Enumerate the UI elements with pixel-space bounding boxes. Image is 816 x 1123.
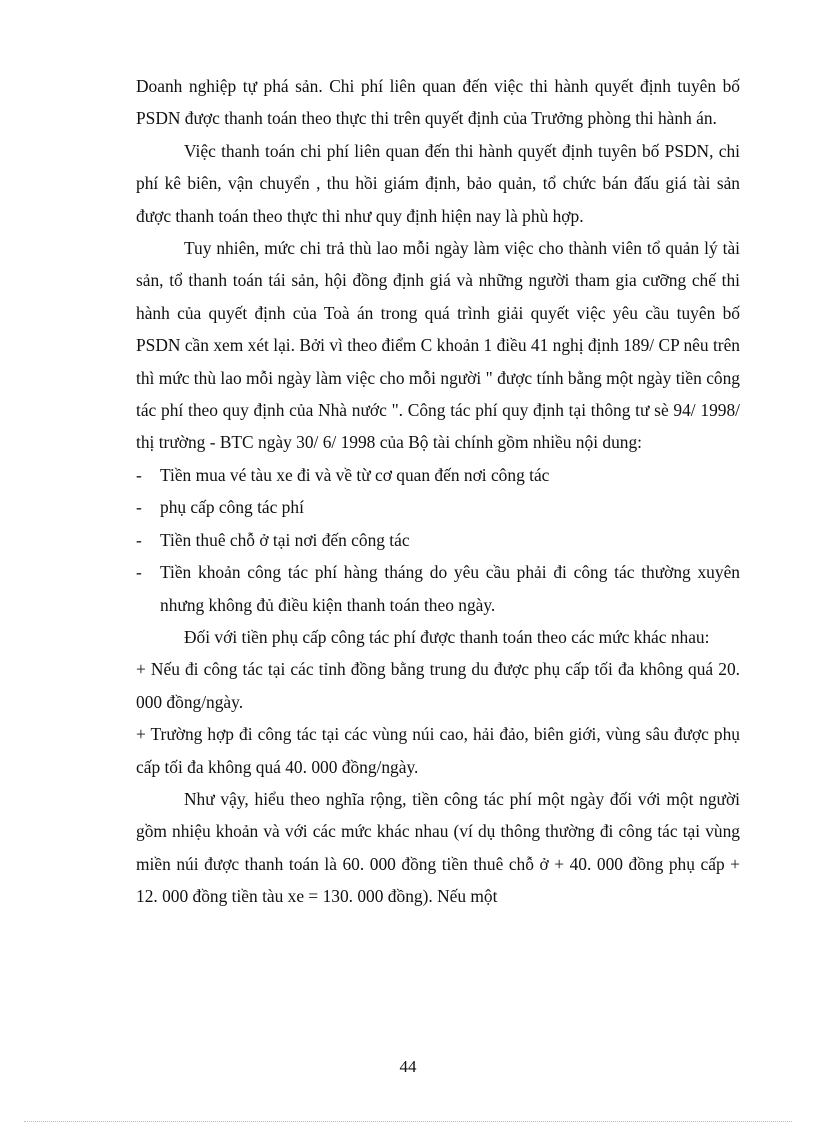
paragraph-5: + Nếu đi công tác tại các tỉnh đồng bằng trung du được phụ cấp tối đa không quá 20. 000 đồng/ngày. [136,659,740,712]
paragraph-2: Việc thanh toán chi phí liên quan đến thi hành quyết định tuyên bố PSDN, chi phí kê biên, vận chuyển , thu hồi giám định, bảo quản, tổ chức bán đấu giá tài sản được thanh toán theo thực thi như quy định hiện nay là phù hợp. [136,140,740,226]
paragraph-6: + Trường hợp đi công tác tại các vùng núi cao, hải đảo, biên giới, vùng sâu được phụ cấp tối đa không quá 40. 000 đồng/ngày. [136,724,740,777]
footer-divider [24,1121,792,1122]
list-item [136,524,740,556]
document-body [136,70,740,913]
paragraph-1: Doanh nghiệp tự phá sản. Chi phí liên quan đến việc thi hành quyết định tuyên bố PSDN được thanh toán theo thực thi trên quyết định của Trưởng phòng thi hành án. [136,76,740,129]
list-item [136,491,740,523]
page-number: 44 [399,1057,417,1076]
list-item-text: Tiền mua vé tàu xe đi và về từ cơ quan đến nơi công tác [160,464,550,485]
paragraph-4: Đối với tiền phụ cấp công tác phí được thanh toán theo các mức khác nhau: [184,626,710,647]
bullet-dash: - [136,464,142,485]
list-item [136,556,740,621]
bullet-dash: - [136,529,142,550]
list-item-text: Tiền thuê chỗ ở tại nơi đến công tác [160,529,410,550]
paragraph-7: Như vậy, hiểu theo nghĩa rộng, tiền công tác phí một ngày đối với một người gồm nhiệu khoản và với các mức khác nhau (ví dụ thông thường đi công tác tại vùng miền núi được thanh toán là 60. 000 đồng tiền thuê chỗ ở + 40. 000 đồng phụ cấp + 12. 000 đồng tiền tàu xe = 130. 000 đồng). Nếu một [136,788,740,907]
paragraph-3: Tuy nhiên, mức chi trả thù lao mỗi ngày làm việc cho thành viên tổ quản lý tài sản, tổ thanh toán tái sản, hội đồng định giá và những người tham gia cưỡng chế thi hành của quyết định của Toà án trong quá trình giải quyết việc yêu cầu tuyên bố PSDN cần xem xét lại. Bởi vì theo điểm C khoản 1 điều 41 nghị định 189/ CP nêu trên thì mức thù lao mỗi ngày làm việc cho mỗi người " được tính bằng một ngày tiền công tác phí theo quy định của Nhà nước ". Công tác phí quy định tại thông tư sè 94/ 1998/ thị trường - BTC ngày 30/ 6/ 1998 của Bộ tài chính gồm nhiều nội dung: [136,238,740,453]
list-item [136,459,740,491]
list-item-text: phụ cấp công tác phí [160,497,304,518]
bullet-dash: - [136,497,142,518]
bullet-dash: - [136,562,142,583]
list-item-text: Tiền khoản công tác phí hàng tháng do yêu cầu phải đi công tác thường xuyên nhưng không đủ điều kiện thanh toán theo ngày. [160,562,740,615]
